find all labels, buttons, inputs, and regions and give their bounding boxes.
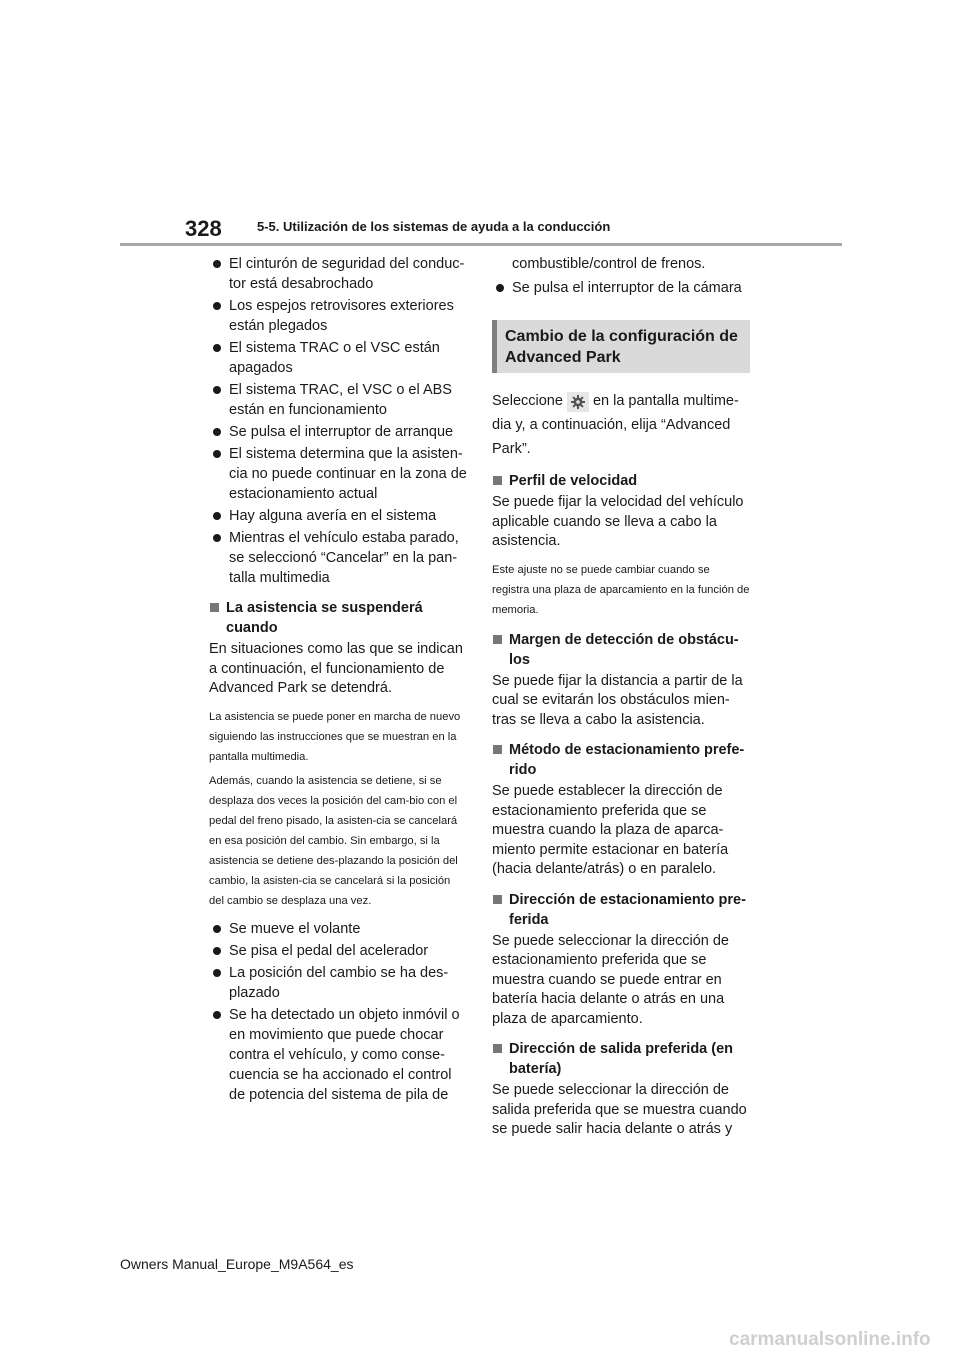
band-title: Cambio de la configuración de Advanced Park bbox=[505, 328, 738, 366]
square-bullet-icon bbox=[210, 603, 219, 612]
bullet-dot-icon bbox=[213, 512, 221, 520]
list-item: El sistema TRAC, el VSC o el ABS están en funcionamiento bbox=[209, 380, 467, 420]
header-rule bbox=[120, 243, 842, 246]
watermark: carmanualsonline.info bbox=[729, 1329, 931, 1350]
list-item: Se ha detectado un objeto inmóvil o en movimiento que puede chocar contra el vehículo, y como conse-cuencia se ha accionado el control de potencia del sistema de pila de bbox=[209, 1005, 467, 1105]
footer-manual-id: Owners Manual_Europe_M9A564_es bbox=[120, 1256, 354, 1272]
list-item: Mientras el vehículo estaba parado, se seleccionó “Cancelar” en la pan-talla multimedia bbox=[209, 528, 467, 588]
settings-gear-icon bbox=[567, 392, 589, 412]
section-header: 5-5. Utilización de los sistemas de ayuda a la conducción bbox=[257, 219, 611, 234]
bullet-dot-icon bbox=[213, 969, 221, 977]
note-cancel: Además, cuando la asistencia se detiene, si se desplaza dos veces la posición del cam-bio con el pedal del freno pisado, la asisten-cia se cancelará en esa posición del cambio. Sin embargo, si la asistencia se detiene des-plazando la posición del cambio, la asisten-cia se cancelará si la posición del cambio se desplaza una vez. bbox=[209, 774, 458, 907]
square-bullet-icon bbox=[493, 635, 502, 644]
speed-text: Se puede fijar la velocidad del vehículo aplicable cuando se lleva a cabo la asistencia. bbox=[492, 494, 744, 549]
bullet-dot-icon bbox=[213, 1011, 221, 1019]
list-item: Se mueve el volante bbox=[209, 919, 467, 939]
list-item: Se pulsa el interruptor de arranque bbox=[209, 422, 467, 442]
square-bullet-icon bbox=[493, 895, 502, 904]
section-band bbox=[492, 320, 750, 373]
bullet-dot-icon bbox=[213, 428, 221, 436]
method-text: Se puede establecer la dirección de estacionamiento preferida que se muestra cuando la plaza de aparca-miento permite estacionar en batería (hacia delante/atrás) o en paralelo. bbox=[492, 783, 729, 877]
speed-note: Este ajuste no se puede cambiar cuando se registra una plaza de aparcamiento en la función de memoria. bbox=[492, 563, 750, 616]
bullet-dot-icon bbox=[213, 450, 221, 458]
right-column bbox=[492, 254, 750, 1148]
list-item: El sistema TRAC o el VSC están apagados bbox=[209, 338, 467, 378]
list-item: Los espejos retrovisores exteriores están plegados bbox=[209, 296, 467, 336]
left-column bbox=[209, 254, 467, 1107]
direction-heading: Dirección de estacionamiento pre-ferida bbox=[492, 890, 750, 930]
continued-text: combustible/control de frenos. bbox=[512, 256, 706, 272]
direction-text: Se puede seleccionar la dirección de estacionamiento preferida que se muestra cuando se puede entrar en batería hacia delante o atrás en una plaza de aparcamiento. bbox=[492, 932, 729, 1027]
bullet-dot-icon bbox=[213, 302, 221, 310]
bullet-dot-icon bbox=[496, 284, 504, 292]
suspend-conditions-list bbox=[209, 919, 467, 1105]
camera-list bbox=[492, 278, 750, 298]
exit-heading: Dirección de salida preferida (en batería) bbox=[492, 1039, 750, 1079]
margin-text: Se puede fijar la distancia a partir de la cual se evitarán los obstáculos mien-tras se lleva a cabo la asistencia. bbox=[492, 672, 743, 728]
bullet-dot-icon bbox=[213, 925, 221, 933]
page-number: 328 bbox=[185, 216, 222, 241]
exit-text: Se puede seleccionar la dirección de salida preferida que se muestra cuando se puede salir hacia delante o atrás y bbox=[492, 1082, 747, 1137]
list-item: Hay alguna avería en el sistema bbox=[209, 506, 467, 526]
list-item: Se pisa el pedal del acelerador bbox=[209, 941, 467, 961]
stop-conditions-list bbox=[209, 254, 467, 588]
margin-heading: Margen de detección de obstácu-los bbox=[492, 630, 750, 670]
square-bullet-icon bbox=[493, 476, 502, 485]
square-bullet-icon bbox=[493, 1044, 502, 1053]
bullet-dot-icon bbox=[213, 386, 221, 394]
intro-text: Seleccione en la pantalla multime-dia y, a continuación, elija “Advanced Park”. bbox=[492, 393, 739, 457]
bullet-dot-icon bbox=[213, 534, 221, 542]
list-item: Se pulsa el interruptor de la cámara bbox=[492, 278, 750, 298]
list-item: La posición del cambio se ha des-plazado bbox=[209, 963, 467, 1003]
bullet-dot-icon bbox=[213, 260, 221, 268]
method-heading: Método de estacionamiento prefe-rido bbox=[492, 740, 750, 780]
suspend-text: En situaciones como las que se indican a continuación, el funcionamiento de Advanced Park se detendrá. bbox=[209, 641, 463, 696]
note-restart: La asistencia se puede poner en marcha de nuevo siguiendo las instrucciones que se muestran en la pantalla multimedia. bbox=[209, 710, 461, 763]
list-item: El cinturón de seguridad del conduc-tor está desabrochado bbox=[209, 254, 467, 294]
speed-heading: Perfil de velocidad bbox=[492, 471, 750, 491]
bullet-dot-icon bbox=[213, 344, 221, 352]
list-item: El sistema determina que la asisten-cia no puede continuar en la zona de estacionamiento actual bbox=[209, 444, 467, 504]
band-accent-bar bbox=[492, 320, 497, 373]
suspend-heading: La asistencia se suspenderá cuando bbox=[209, 598, 467, 638]
square-bullet-icon bbox=[493, 745, 502, 754]
bullet-dot-icon bbox=[213, 947, 221, 955]
